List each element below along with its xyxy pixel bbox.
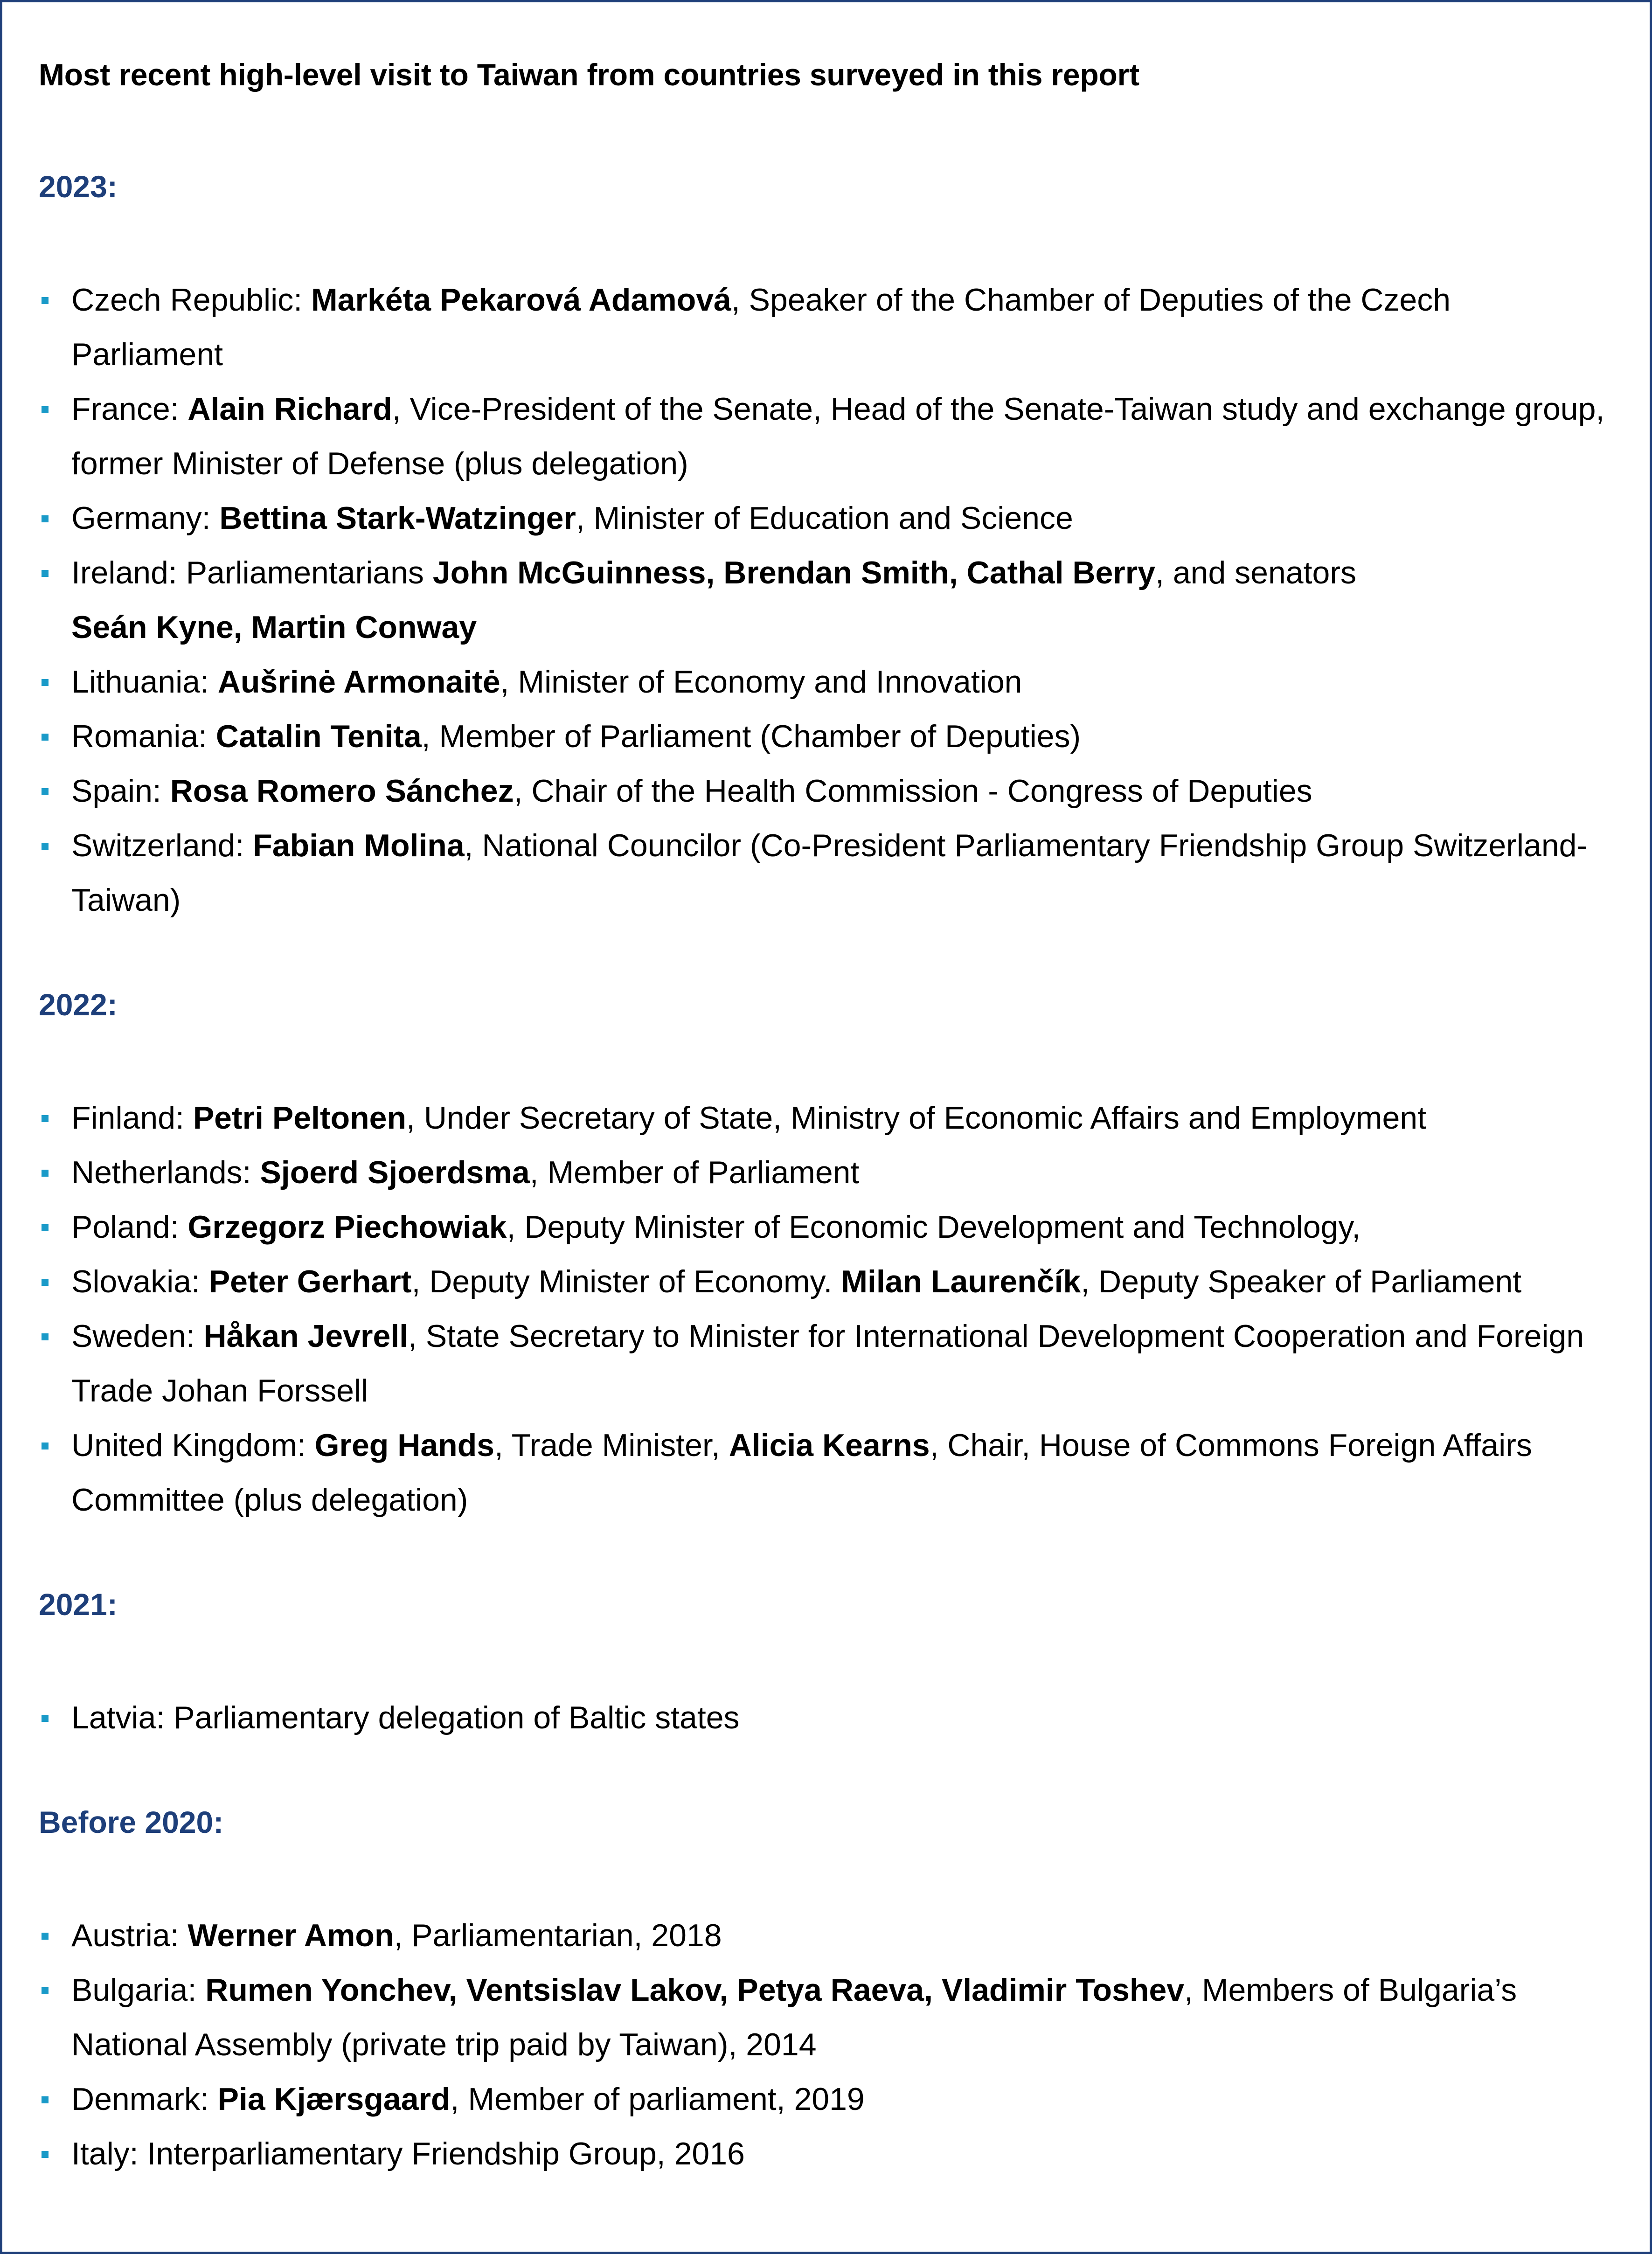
country-label: Poland: — [71, 1209, 188, 1245]
country-label: Germany: — [71, 500, 220, 536]
list-item — [39, 1963, 1608, 2072]
section-heading-2021: 2021: — [39, 1587, 118, 1622]
visit-list-before-2020 — [39, 1908, 1608, 2181]
visitor-names: Petri Peltonen — [193, 1100, 407, 1136]
square-bullet-icon — [42, 679, 49, 686]
country-label: Slovakia: — [71, 1264, 209, 1299]
visitor-names: Alain Richard — [187, 391, 392, 427]
section-heading-2022: 2022: — [39, 987, 118, 1022]
square-bullet-icon — [42, 734, 49, 741]
visit-description-secondary: , Chair, House of Commons Foreign Affairs Committee (plus delegation) — [71, 1428, 1532, 1518]
list-item — [39, 1091, 1608, 1145]
list-item — [39, 273, 1608, 382]
visitor-names: Rosa Romero Sánchez — [170, 773, 514, 809]
list-item — [39, 2127, 1608, 2181]
visitor-names-secondary: Seán Kyne, Martin Conway — [71, 610, 477, 645]
visitor-names: John McGuinness, Brendan Smith, Cathal Berry — [432, 555, 1156, 590]
country-label: Romania: — [71, 719, 216, 754]
square-bullet-icon — [42, 406, 49, 413]
square-bullet-icon — [42, 843, 49, 850]
visit-description: , Vice-President of the Senate, Head of the Senate-Taiwan study and exchange group, former Minister of Defense (plus delegation) — [71, 391, 1605, 481]
list-item — [39, 2072, 1608, 2127]
country-label: Switzerland: — [71, 828, 253, 863]
country-label: Austria: — [71, 1918, 188, 1953]
country-label: Spain: — [71, 773, 170, 809]
list-item — [39, 1309, 1608, 1418]
country-label: Czech Republic: — [71, 282, 312, 318]
visitor-names: Pia Kjærsgaard — [217, 2081, 451, 2117]
visit-list-2022 — [39, 1091, 1608, 1527]
visitor-names: Sjoerd Sjoerdsma — [260, 1155, 530, 1190]
list-item — [39, 1255, 1608, 1309]
visitor-names: Bettina Stark-Watzinger — [219, 500, 576, 536]
country-label: France: — [71, 391, 188, 427]
square-bullet-icon — [42, 1333, 49, 1340]
visit-description: , Members of Bulgaria’s National Assembly (private trip paid by Taiwan), 2014 — [71, 1972, 1517, 2062]
country-label: Denmark: — [71, 2081, 218, 2117]
visitor-names-secondary: Alicia Kearns — [729, 1428, 930, 1463]
visit-description: , Deputy Minister of Economic Development and Technology, — [507, 1209, 1361, 1245]
visitor-names: Markéta Pekarová Adamová — [311, 282, 731, 318]
visit-description: , and senators — [1155, 555, 1356, 590]
visit-description-secondary: , Deputy Speaker of Parliament — [1081, 1264, 1522, 1299]
square-bullet-icon — [42, 1224, 49, 1231]
visitor-names: Catalin Tenita — [215, 719, 422, 754]
country-label: Italy: Interparliamentary Friendship Group, 2016 — [71, 2136, 745, 2171]
box-title: Most recent high-level visit to Taiwan from countries surveyed in this report — [39, 57, 1139, 92]
list-item — [39, 1908, 1608, 1963]
country-label: Finland: — [71, 1100, 193, 1136]
visit-description: , Member of Parliament — [529, 1155, 860, 1190]
square-bullet-icon — [42, 1443, 49, 1449]
square-bullet-icon — [42, 788, 49, 795]
square-bullet-icon — [42, 1715, 49, 1722]
visitor-names-secondary: Milan Laurenčík — [841, 1264, 1081, 1299]
list-item — [39, 764, 1608, 818]
country-label: Bulgaria: — [71, 1972, 206, 2008]
list-item — [39, 1145, 1608, 1200]
visitor-names: Håkan Jevrell — [203, 1318, 409, 1354]
square-bullet-icon — [42, 1279, 49, 1286]
visit-description: , Trade Minister, — [494, 1428, 729, 1463]
visit-description: , Parliamentarian, 2018 — [394, 1918, 722, 1953]
square-bullet-icon — [42, 1987, 49, 1994]
visitor-names: Greg Hands — [314, 1428, 495, 1463]
visitor-names: Grzegorz Piechowiak — [187, 1209, 507, 1245]
visit-description: , Member of Parliament (Chamber of Deputies) — [421, 719, 1081, 754]
square-bullet-icon — [42, 1115, 49, 1122]
country-label: Latvia: Parliamentary delegation of Baltic states — [71, 1700, 740, 1735]
visit-description: , Speaker of the Chamber of Deputies of the Czech Parliament — [71, 282, 1451, 372]
visit-list-2023 — [39, 273, 1608, 928]
list-item — [39, 546, 1608, 655]
list-item — [39, 1691, 1608, 1745]
visit-description: , Member of parliament, 2019 — [450, 2081, 865, 2117]
country-label: Sweden: — [71, 1318, 204, 1354]
square-bullet-icon — [42, 297, 49, 304]
visitor-names: Aušrinė Armonaitė — [217, 664, 500, 700]
visitor-names: Rumen Yonchev, Ventsislav Lakov, Petya Raeva, Vladimir Toshev — [205, 1972, 1185, 2008]
visit-description: , Chair of the Health Commission - Congress of Deputies — [514, 773, 1312, 809]
section-heading-before-2020: Before 2020: — [39, 1805, 224, 1839]
visitor-names: Peter Gerhart — [208, 1264, 412, 1299]
visit-description: , Minister of Economy and Innovation — [500, 664, 1022, 700]
visitor-names: Werner Amon — [187, 1918, 394, 1953]
country-label: Lithuania: — [71, 664, 218, 700]
visit-description: , Deputy Minister of Economy. — [411, 1264, 841, 1299]
square-bullet-icon — [42, 1933, 49, 1940]
list-item — [39, 655, 1608, 709]
visitor-names: Fabian Molina — [253, 828, 465, 863]
visit-description: , Minister of Education and Science — [576, 500, 1073, 536]
country-label: Netherlands: — [71, 1155, 260, 1190]
list-item — [39, 1418, 1608, 1527]
list-item — [39, 818, 1608, 928]
list-item — [39, 1200, 1608, 1255]
square-bullet-icon — [42, 1170, 49, 1177]
square-bullet-icon — [42, 2096, 49, 2103]
square-bullet-icon — [42, 570, 49, 577]
country-label: Ireland: Parliamentarians — [71, 555, 433, 590]
country-label: United Kingdom: — [71, 1428, 315, 1463]
visit-list-2021 — [39, 1691, 1608, 1745]
list-item — [39, 382, 1608, 491]
visit-description: , Under Secretary of State, Ministry of Economic Affairs and Employment — [406, 1100, 1427, 1136]
list-item — [39, 491, 1608, 546]
visit-description: , National Councilor (Co-President Parliamentary Friendship Group Switzerland-Taiwan) — [71, 828, 1588, 918]
square-bullet-icon — [42, 2151, 49, 2158]
section-heading-2023: 2023: — [39, 169, 118, 204]
list-item — [39, 709, 1608, 764]
visit-description: , State Secretary to Minister for International Development Cooperation and Foreign Trade Johan Forssell — [71, 1318, 1584, 1408]
square-bullet-icon — [42, 515, 49, 522]
